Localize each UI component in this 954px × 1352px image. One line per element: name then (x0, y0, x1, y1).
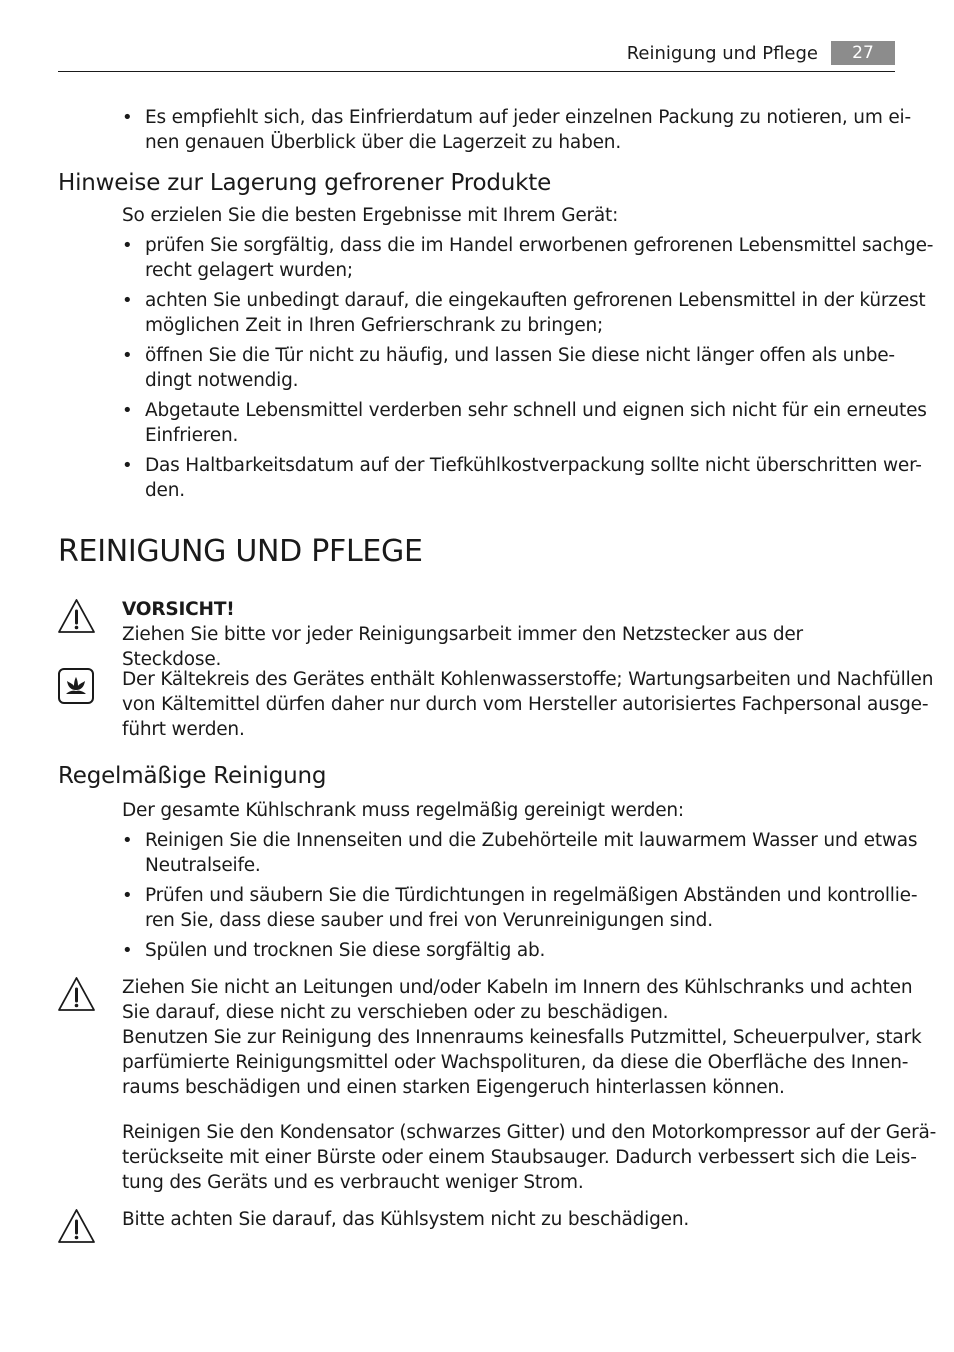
intro-bullet-list (122, 105, 911, 160)
warning-triangle-icon (57, 976, 96, 1012)
condenser-note: Reinigen Sie den Kondensator (schwarzes Gitter) und den Motorkompressor auf der Gerä- terückseite mit einer Bürste oder einem Staubsauger. Dadurch verbessert sich die Leis- tung des Geräts und es verbraucht weniger Strom. (122, 1122, 937, 1193)
list-item: • Abgetaute Lebensmittel verderben sehr schnell und eignen sich nicht für ein erneutes Einfrieren. (122, 398, 897, 448)
list-item: • prüfen Sie sorgfältig, dass die im Handel erworbenen gefrorenen Lebensmittel sachge- recht gelagert wurden; (122, 233, 897, 283)
environment-note: Der Kältekreis des Gerätes enthält Kohlenwasserstoffe; Wartungsarbeiten und Nachfüllen von Kältemittel dürfen daher nur durch vom Hersteller autorisiertes Fachpersonal ausge- führt werden. (122, 669, 934, 740)
cleaning-warning: Ziehen Sie nicht an Leitungen und/oder Kabeln im Innern des Kühlschranks und achten Sie darauf, diese nicht zu verschieben oder zu beschädigen. Benutzen Sie zur Reinigung des Innenraums keinesfalls Putzmittel, Scheuerpulver, stark parfümierte Reinigungsmittel oder Wachspolituren, da diese die Oberfläche des Innen- raums beschädigen und einen starken Eigengeruch hinterlassen können. (122, 977, 922, 1098)
header-title: Reinigung und Pflege (626, 43, 818, 64)
cooling-system-warning: Bitte achten Sie darauf, das Kühlsystem nicht zu beschädigen. (122, 1209, 690, 1230)
page-header (58, 40, 895, 72)
section-heading-storage: Hinweise zur Lagerung gefrorener Produkte (58, 170, 552, 196)
caution-text: Ziehen Sie bitte vor jeder Reinigungsarbeit immer den Netzstecker aus der Steckdose. (122, 624, 803, 670)
storage-intro: So erzielen Sie die besten Ergebnisse mit Ihrem Gerät: (122, 205, 619, 226)
caution-label: VORSICHT! (122, 599, 235, 620)
regular-intro: Der gesamte Kühlschrank muss regelmäßig gereinigt werden: (122, 800, 684, 821)
page-number: 27 (831, 41, 895, 65)
warning-triangle-icon (57, 598, 96, 634)
list-item: • öffnen Sie die Tür nicht zu häufig, und lassen Sie diese nicht länger offen als unbe- dingt notwendig. (122, 343, 897, 393)
environment-icon (57, 667, 95, 705)
regular-bullet-list (122, 828, 918, 968)
list-item: • Es empfiehlt sich, das Einfrierdatum auf jeder einzelnen Packung zu notieren, um ei- nen genauen Überblick über die Lagerzeit zu haben. (122, 105, 897, 155)
list-item: • Spülen und trocknen Sie diese sorgfältig ab. (122, 938, 897, 963)
chapter-title: REINIGUNG UND PFLEGE (58, 534, 423, 569)
section-heading-regular-cleaning: Regelmäßige Reinigung (58, 763, 327, 789)
list-item: • Prüfen und säubern Sie die Türdichtungen in regelmäßigen Abständen und kontrollie- ren Sie, dass diese sauber und frei von Verunreinigungen sind. (122, 883, 897, 933)
list-item: • Reinigen Sie die Innenseiten und die Zubehörteile mit lauwarmem Wasser und etwas Neutralseife. (122, 828, 897, 878)
list-item: • achten Sie unbedingt darauf, die eingekauften gefrorenen Lebensmittel in der kürzest möglichen Zeit in Ihren Gefrierschrank zu bringen; (122, 288, 897, 338)
warning-triangle-icon (57, 1208, 96, 1244)
storage-bullet-list (122, 233, 934, 508)
list-item: • Das Haltbarkeitsdatum auf der Tiefkühlkostverpackung sollte nicht überschritten wer- den. (122, 453, 897, 503)
